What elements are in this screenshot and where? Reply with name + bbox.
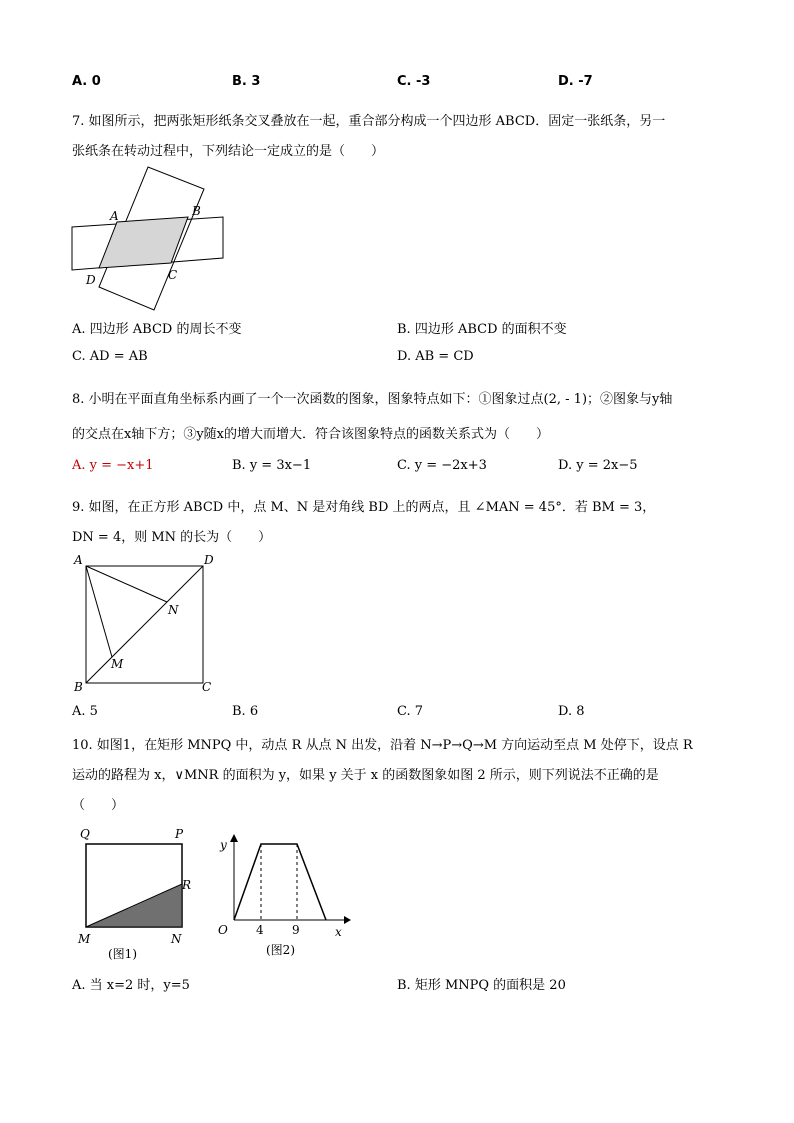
q10-label-x: x bbox=[335, 925, 342, 939]
q8-option-d: D. y = 2x−5 bbox=[558, 458, 638, 473]
q6-option-b: B. 3 bbox=[232, 74, 261, 89]
q10-label-n: N bbox=[171, 932, 182, 946]
q9-segment-an bbox=[86, 566, 167, 602]
q6-option-c: C. -3 bbox=[397, 74, 431, 89]
q9-option-d: D. 8 bbox=[558, 704, 585, 719]
q9-segment-am bbox=[86, 566, 112, 657]
q6-option-d: D. -7 bbox=[558, 74, 593, 89]
q8-option-b: B. y = 3x−1 bbox=[232, 458, 312, 473]
q9-stem-line1: 9. 如图，在正方形 ABCD 中，点 M、N 是对角线 BD 上的两点，且 ∠MAN = 45°．若 BM = 3， bbox=[72, 500, 656, 515]
q9-label-m: M bbox=[111, 657, 124, 671]
q10-tick-9: 9 bbox=[292, 923, 300, 937]
q10-label-q: Q bbox=[80, 827, 90, 841]
q10-figure1 bbox=[74, 822, 198, 962]
q10-tick-4: 4 bbox=[256, 923, 264, 937]
q9-label-b: B bbox=[74, 680, 83, 694]
q8-stem-line1: 8. 小明在平面直角坐标系内画了一个一次函数的图象，图象特点如下：①图象过点(2, - 1)；②图象与y轴 bbox=[72, 392, 673, 407]
q7-stem-line2: 张纸条在转动过程中，下列结论一定成立的是（ ） bbox=[72, 144, 385, 159]
q7-label-d: D bbox=[86, 273, 96, 287]
q7-label-a: A bbox=[110, 209, 119, 223]
q10-stem-line3: （ ） bbox=[72, 798, 125, 813]
q6-option-a: A. 0 bbox=[72, 74, 101, 89]
q10-function-graph bbox=[234, 844, 326, 920]
q10-figure2 bbox=[214, 832, 354, 962]
q10-label-r: R bbox=[182, 878, 192, 892]
q10-y-axis-arrow bbox=[230, 834, 238, 842]
q9-label-a: A bbox=[74, 553, 83, 567]
q10-triangle-mnr bbox=[86, 884, 182, 927]
q8-stem-line2: 的交点在x轴下方；③y随x的增大而增大．符合该图象特点的函数关系式为（ ） bbox=[72, 427, 550, 442]
q10-stem-line1: 10. 如图1，在矩形 MNPQ 中，动点 R 从点 N 出发，沿着 N→P→Q→M 方向运动至点 M 处停下，设点 R bbox=[72, 738, 693, 753]
q10-option-a: A. 当 x=2 时，y=5 bbox=[72, 978, 190, 993]
q7-option-d: D. AB = CD bbox=[397, 349, 474, 364]
q10-label-y: y bbox=[220, 838, 227, 852]
q10-figure1-caption: (图1) bbox=[108, 947, 137, 961]
q10-option-b: B. 矩形 MNPQ 的面积是 20 bbox=[397, 978, 566, 993]
q7-option-c: C. AD = AB bbox=[72, 349, 148, 364]
q10-label-origin: O bbox=[218, 923, 228, 937]
q9-option-b: B. 6 bbox=[232, 704, 259, 719]
q10-figure2-caption: (图2) bbox=[266, 943, 295, 957]
q9-option-c: C. 7 bbox=[397, 704, 424, 719]
q10-x-axis-arrow bbox=[344, 916, 351, 924]
q10-label-m: M bbox=[78, 932, 91, 946]
q7-option-b: B. 四边形 ABCD 的面积不变 bbox=[397, 322, 567, 337]
q8-option-a: A. y = −x+1 bbox=[72, 458, 154, 473]
q10-stem-line2: 运动的路程为 x，∨MNR 的面积为 y，如果 y 关于 x 的函数图象如图 2 所示，则下列说法不正确的是 bbox=[72, 768, 659, 783]
q7-label-c: C bbox=[168, 268, 178, 282]
q8-option-c: C. y = −2x+3 bbox=[397, 458, 487, 473]
q9-label-d: D bbox=[204, 553, 214, 567]
q7-label-b: B bbox=[192, 204, 201, 218]
q9-stem-line2: DN = 4，则 MN 的长为（ ） bbox=[72, 530, 272, 545]
q9-label-c: C bbox=[202, 680, 212, 694]
q9-option-a: A. 5 bbox=[72, 704, 98, 719]
q10-label-p: P bbox=[175, 827, 184, 841]
q7-option-a: A. 四边形 ABCD 的周长不变 bbox=[72, 322, 242, 337]
q9-diagonal-bd bbox=[86, 566, 203, 683]
q9-label-n: N bbox=[168, 603, 179, 617]
q9-figure bbox=[70, 548, 220, 696]
q7-figure bbox=[68, 162, 238, 312]
q7-stem-line1: 7. 如图所示，把两张矩形纸条交叉叠放在一起，重合部分构成一个四边形 ABCD．固定一张纸条，另一 bbox=[72, 114, 666, 129]
